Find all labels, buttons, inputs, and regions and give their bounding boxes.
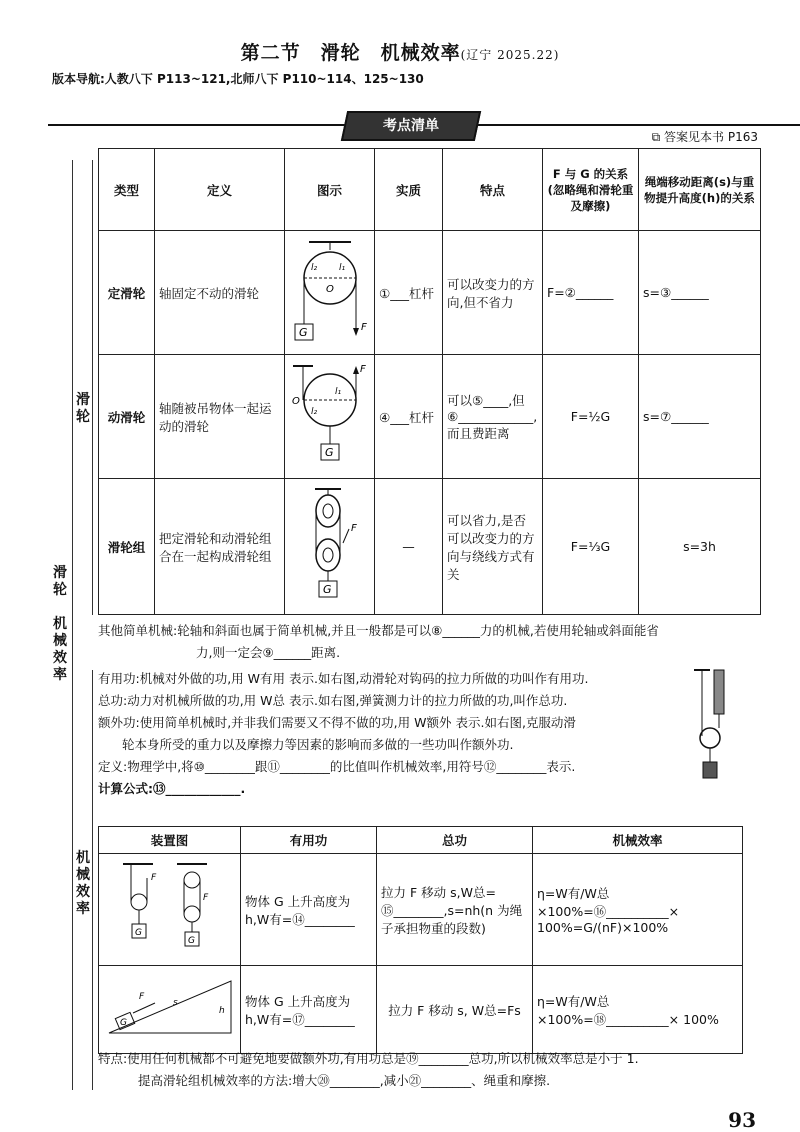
svg-text:G: G xyxy=(135,928,142,938)
spring-scale-pulley-figure xyxy=(690,666,740,786)
row-f-g: F=⅓G xyxy=(543,479,639,615)
row-def: 轴固定不动的滑轮 xyxy=(155,231,285,355)
side-label-main: 滑 轮 机 械 效 率 xyxy=(53,565,67,683)
th-type: 类型 xyxy=(99,149,155,231)
row-type: 动滑轮 xyxy=(99,355,155,479)
th-figure: 图示 xyxy=(285,149,375,231)
svg-text:G: G xyxy=(323,583,332,596)
row-feature: 可以⑤____,但⑥____________,而且费距离 xyxy=(443,355,543,479)
svg-text:l₁: l₁ xyxy=(335,387,342,397)
page-number: 93 xyxy=(728,1108,756,1132)
svg-text:F: F xyxy=(151,873,157,883)
efficiency-formula: 计算公式:⑬____________. xyxy=(98,781,246,796)
table-row xyxy=(99,966,743,1054)
row-type: 定滑轮 xyxy=(99,231,155,355)
svg-text:l₂: l₂ xyxy=(311,407,318,417)
table-row xyxy=(99,355,761,479)
svg-text:F: F xyxy=(360,364,366,375)
useful-work: 有用功:机械对外做的功,用 W有用 表示.如右图,动滑轮对钩码的拉力所做的功叫作有用功. xyxy=(98,671,589,686)
th-s-h: 绳端移动距离(s)与重物提升高度(h)的关系 xyxy=(639,149,761,231)
row-f-g: F=②______ xyxy=(543,231,639,355)
svg-text:s: s xyxy=(173,998,178,1008)
th-total: 总功 xyxy=(377,827,533,854)
row-f-g: F=½G xyxy=(543,355,639,479)
row-s-h: s=⑦______ xyxy=(639,355,761,479)
svg-text:F: F xyxy=(139,992,145,1002)
row-efficiency: η=W有/W总×100%=⑱__________× 100% xyxy=(533,966,743,1054)
row-def: 把定滑轮和动滑轮组合在一起构成滑轮组 xyxy=(155,479,285,615)
svg-text:F: F xyxy=(361,322,367,333)
section-banner: 考点清单 xyxy=(341,111,481,141)
svg-text:h: h xyxy=(219,1006,225,1016)
other-machines: 其他简单机械:轮轴和斜面也属于简单机械,并且一般都是可以⑧______力的机械,若使用轮轴或斜面能省 力,则一定会⑨______距离. xyxy=(98,623,659,660)
side-label-efficiency: 机 械 效 率 xyxy=(76,850,90,917)
efficiency-bracket xyxy=(92,670,93,1090)
row-essence: — xyxy=(375,479,443,615)
th-essence: 实质 xyxy=(375,149,443,231)
row-feature: 可以改变力的方向,但不省力 xyxy=(443,231,543,355)
pulley-block-figure xyxy=(285,479,375,615)
efficiency-feature: 特点:使用任何机械都不可避免地要做额外功,有用功总是⑲________总功,所以机械效率总是小于 1. 提高滑轮组机械效率的方法:增大⑳________,减小㉑________、绳重和摩擦. xyxy=(98,1051,639,1088)
svg-text:F: F xyxy=(203,893,209,903)
svg-text:O: O xyxy=(292,396,300,407)
fixed-pulley-figure xyxy=(285,231,375,355)
version-nav: 版本导航:人教八下 P113~121,北师八下 P110~114、125~130 xyxy=(52,72,424,86)
pulley-device-figure xyxy=(99,854,241,966)
pulley-bracket xyxy=(92,160,93,615)
book-icon: ⧉ xyxy=(651,130,661,144)
row-s-h: s=3h xyxy=(639,479,761,615)
row-total: 拉力 F 移动 s,W总= ⑮________,s=nh(n 为绳子承担物重的段数) xyxy=(377,854,533,966)
row-total: 拉力 F 移动 s, W总=Fs xyxy=(377,966,533,1054)
svg-text:G: G xyxy=(299,326,308,339)
row-s-h: s=③______ xyxy=(639,231,761,355)
row-feature: 可以省力,是否可以改变力的方向与绕线方式有关 xyxy=(443,479,543,615)
efficiency-table xyxy=(98,826,743,1054)
th-f-g: F 与 G 的关系(忽略绳和滑轮重及摩擦) xyxy=(543,149,639,231)
svg-text:F: F xyxy=(351,523,357,534)
th-feature: 特点 xyxy=(443,149,543,231)
total-work: 总功:动力对机械所做的功,用 W总 表示.如右图,弹簧测力计的拉力所做的功,叫作总功. xyxy=(98,693,568,708)
table-row xyxy=(99,854,743,966)
row-essence: ①___杠杆 xyxy=(375,231,443,355)
page-title: 第二节 滑轮 机械效率(辽宁 2025.22) xyxy=(240,42,560,64)
th-device: 装置图 xyxy=(99,827,241,854)
svg-text:G: G xyxy=(120,1018,127,1028)
outer-bracket xyxy=(72,160,73,1090)
row-useful: 物体 G 上升高度为 h,W有=⑭________ xyxy=(241,854,377,966)
table-row xyxy=(99,479,761,615)
row-essence: ④___杠杆 xyxy=(375,355,443,479)
svg-text:l₂: l₂ xyxy=(311,263,318,273)
side-label-pulley: 滑 轮 xyxy=(76,392,90,425)
movable-pulley-figure xyxy=(285,355,375,479)
row-useful: 物体 G 上升高度为 h,W有=⑰________ xyxy=(241,966,377,1054)
svg-text:l₁: l₁ xyxy=(339,263,346,273)
row-efficiency: η=W有/W总×100%=⑯__________× 100%=G/(nF)×100% xyxy=(533,854,743,966)
answer-reference: ⧉ 答案见本书 P163 xyxy=(651,130,758,144)
row-def: 轴随被吊物体一起运动的滑轮 xyxy=(155,355,285,479)
svg-text:G: G xyxy=(325,446,334,459)
extra-work: 额外功:使用简单机械时,并非我们需要又不得不做的功,用 W额外 表示.如右图,克服动滑 xyxy=(98,715,576,730)
svg-text:G: G xyxy=(188,936,195,946)
th-useful: 有用功 xyxy=(241,827,377,854)
incline-device-figure xyxy=(99,966,241,1054)
th-efficiency: 机械效率 xyxy=(533,827,743,854)
table-row xyxy=(99,231,761,355)
svg-text:O: O xyxy=(326,284,334,295)
row-type: 滑轮组 xyxy=(99,479,155,615)
efficiency-definition: 定义:物理学中,将⑩________跟⑪________的比值叫作机械效率,用符号⑫________表示. xyxy=(98,759,576,774)
th-def: 定义 xyxy=(155,149,285,231)
efficiency-definitions: 有用功:机械对外做的功,用 W有用 表示.如右图,动滑轮对钩码的拉力所做的功叫作有用功. 总功:动力对机械所做的功,用 W总 表示.如右图,弹簧测力计的拉力所做的功,叫作总功. 额外功:使用简单机械时,并非我们需要又不得不做的功,用 W额外 表示.如右图,克服动滑 轮本身所受的重力以及摩擦力等因素的影响而多做的一些功叫作额外功. 定义:物理学中,将⑩________跟⑪________的比值叫作机械效率,用符号⑫________表示. 计算公式:⑬____________. xyxy=(98,668,698,800)
pulley-table xyxy=(98,148,761,615)
